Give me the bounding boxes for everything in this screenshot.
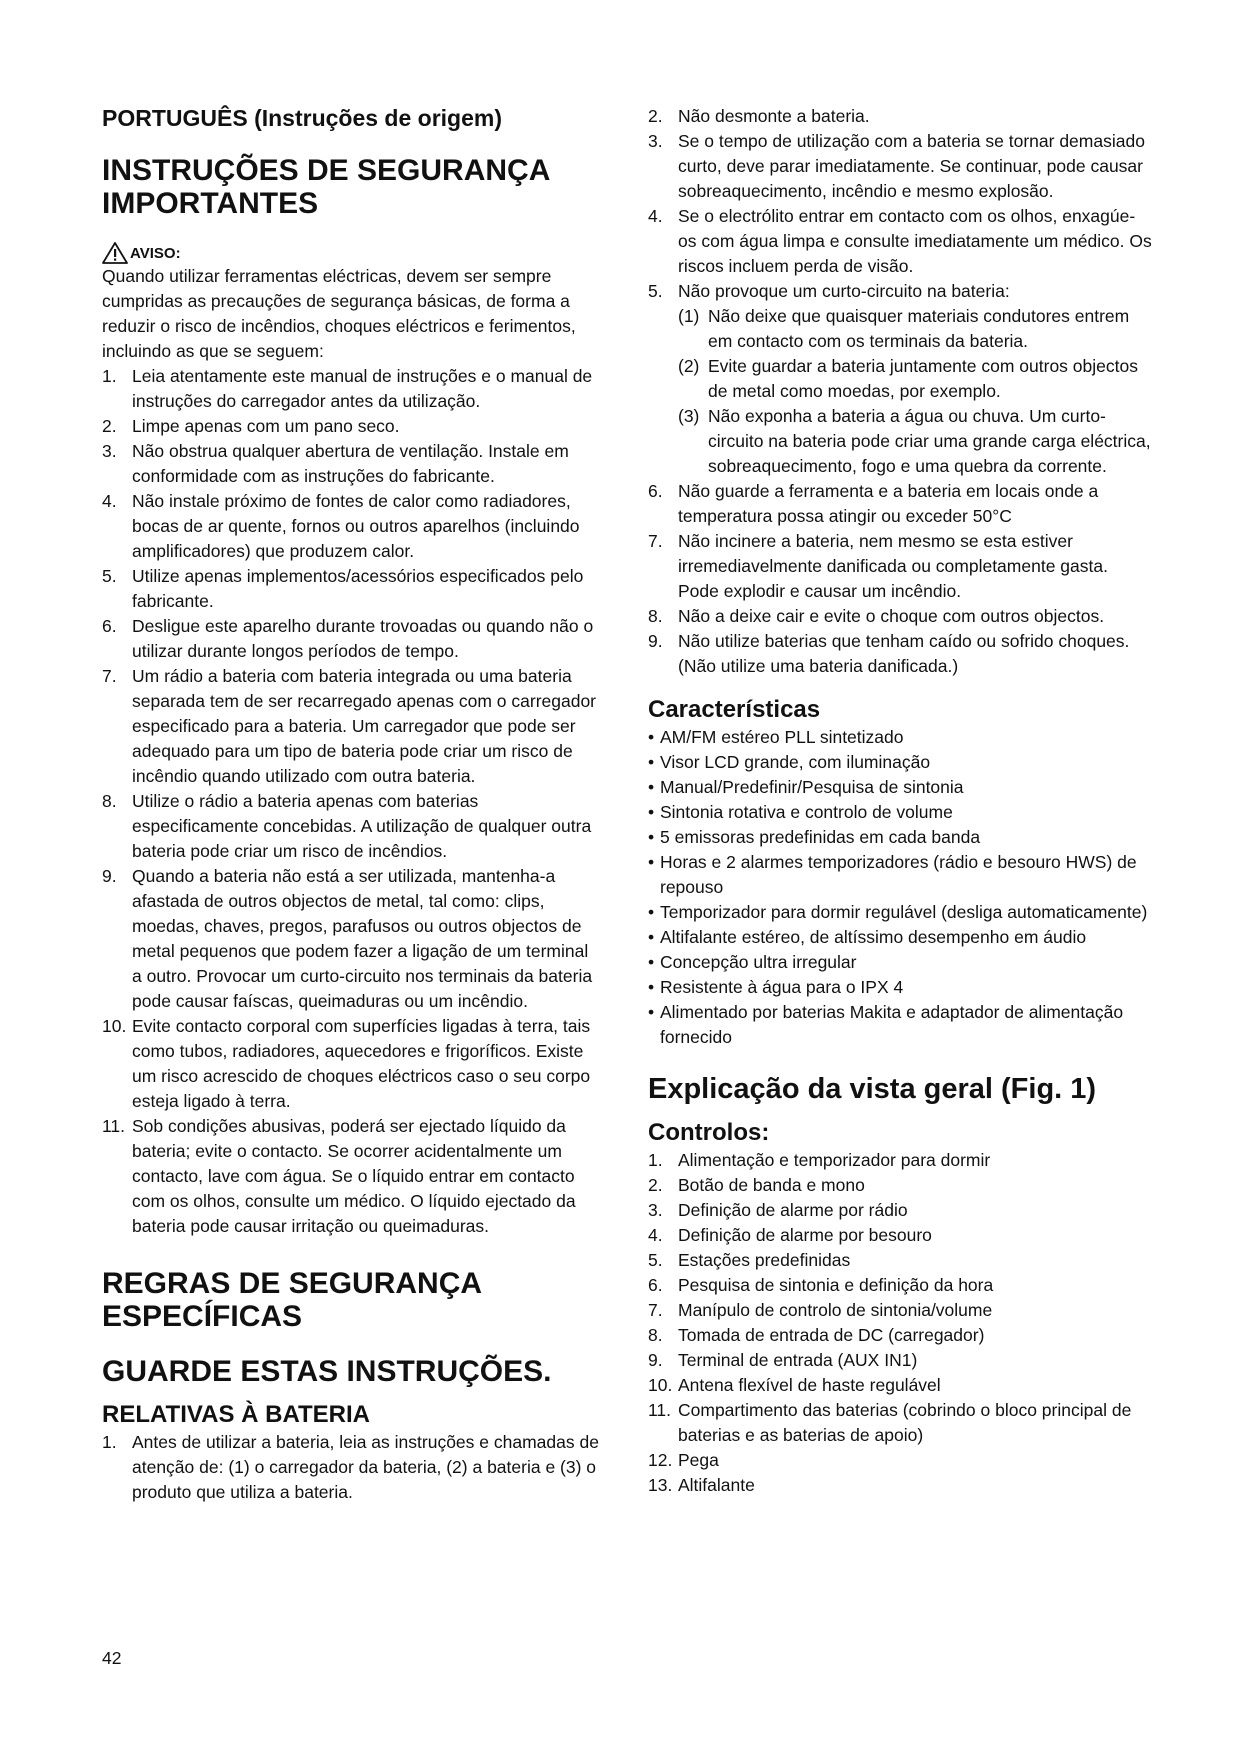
bullet-icon: • xyxy=(648,777,655,797)
list-item-number: 9. xyxy=(648,631,663,651)
list-item xyxy=(648,1373,1153,1398)
list-item xyxy=(648,1198,1153,1223)
list-item-number: 7. xyxy=(648,531,663,551)
list-item-number: 2. xyxy=(102,416,117,436)
list-item xyxy=(102,664,602,789)
battery-heading: RELATIVAS À BATERIA xyxy=(102,1401,370,1428)
feature-text: Sintonia rotativa e controlo de volume xyxy=(660,802,953,822)
bullet-icon: • xyxy=(648,852,655,872)
list-item-text: Não incinere a bateria, nem mesmo se esta estiver irremediavelmente danificada ou completamente gasta. Pode explodir e causar um incêndio. xyxy=(678,531,1108,601)
list-item-number: 13. xyxy=(648,1475,673,1495)
list-item xyxy=(648,1348,1153,1373)
keep-instructions-heading: GUARDE ESTAS INSTRUÇÕES. xyxy=(102,1355,552,1388)
warning-label-row xyxy=(102,242,602,264)
list-item-number: 7. xyxy=(648,1300,663,1320)
list-item-text: Antena flexível de haste regulável xyxy=(678,1375,941,1395)
list-item xyxy=(648,479,1153,529)
battery-list-continued xyxy=(648,104,1153,679)
list-item xyxy=(648,1248,1153,1273)
feature-item xyxy=(648,800,1153,825)
feature-item xyxy=(648,925,1153,950)
list-item xyxy=(648,1473,1153,1498)
overview-heading: Explicação da vista geral (Fig. 1) xyxy=(648,1073,1097,1105)
list-item xyxy=(648,529,1153,604)
list-item-text: Antes de utilizar a bateria, leia as instruções e chamadas de atenção de: (1) o carregador da bateria, (2) a bateria e (3) o produto que utiliza a bateria. xyxy=(132,1432,599,1502)
list-item-text: Leia atentamente este manual de instruções e o manual de instruções do carregador antes da utilização. xyxy=(132,366,593,411)
list-item-text: Se o tempo de utilização com a bateria se tornar demasiado curto, deve parar imediatamente. Se continuar, pode causar sobreaquecimento, incêndio e mesmo explosão. xyxy=(678,131,1145,201)
list-item-text: Se o electrólito entrar em contacto com os olhos, enxagúe-os com água limpa e consulte imediatamente um médico. Os riscos incluem perda de visão. xyxy=(678,206,1152,276)
feature-text: Alimentado por baterias Makita e adaptador de alimentação fornecido xyxy=(660,1002,1124,1047)
list-item-text: Definição de alarme por rádio xyxy=(678,1200,908,1220)
list-item-text: Não provoque um curto-circuito na bateria: xyxy=(678,281,1010,301)
list-item-number: 4. xyxy=(102,491,117,511)
feature-item xyxy=(648,725,1153,750)
list-item-text: Não deixe que quaisquer materiais condutores entrem em contacto com os terminais da bateria. xyxy=(708,306,1130,351)
bullet-icon: • xyxy=(648,752,655,772)
list-item-text: Não obstrua qualquer abertura de ventilação. Instale em conformidade com as instruções do fabricante. xyxy=(132,441,569,486)
list-item-text: Utilize apenas implementos/acessórios especificados pelo fabricante. xyxy=(132,566,584,611)
list-item-text: Não a deixe cair e evite o choque com outros objectos. xyxy=(678,606,1105,626)
list-item xyxy=(648,354,1153,404)
general-safety-list xyxy=(102,364,602,1239)
list-item xyxy=(648,604,1153,629)
list-item-text: Definição de alarme por besouro xyxy=(678,1225,932,1245)
list-item xyxy=(648,1173,1153,1198)
list-item-number: 6. xyxy=(648,481,663,501)
bullet-icon: • xyxy=(648,802,655,822)
bullet-icon: • xyxy=(648,727,655,747)
list-item-number: (3) xyxy=(678,406,700,426)
feature-text: Concepção ultra irregular xyxy=(660,952,857,972)
feature-text: Horas e 2 alarmes temporizadores (rádio e besouro HWS) de repouso xyxy=(660,852,1137,897)
feature-item xyxy=(648,1000,1153,1050)
list-item xyxy=(648,1148,1153,1173)
list-item-number: 9. xyxy=(648,1350,663,1370)
list-item-number: 10. xyxy=(102,1016,127,1036)
list-item-number: 8. xyxy=(648,1325,663,1345)
list-item-text: Limpe apenas com um pano seco. xyxy=(132,416,400,436)
list-item xyxy=(648,279,1153,304)
list-item-text: Pega xyxy=(678,1450,719,1470)
list-item-number: 8. xyxy=(102,791,117,811)
controls-list xyxy=(648,1148,1153,1498)
feature-text: Manual/Predefinir/Pesquisa de sintonia xyxy=(660,777,964,797)
feature-text: AM/FM estéreo PLL sintetizado xyxy=(660,727,904,747)
list-item-text: Alimentação e temporizador para dormir xyxy=(678,1150,991,1170)
list-item-text: Não guarde a ferramenta e a bateria em locais onde a temperatura possa atingir ou exceder 50°C xyxy=(678,481,1099,526)
feature-text: Temporizador para dormir regulável (desliga automaticamente) xyxy=(660,902,1148,922)
list-item-number: 3. xyxy=(648,1200,663,1220)
list-item xyxy=(102,864,602,1014)
feature-item xyxy=(648,850,1153,900)
bullet-icon: • xyxy=(648,1002,655,1022)
list-item xyxy=(648,129,1153,204)
specific-rules-heading xyxy=(102,1267,602,1333)
list-item xyxy=(102,414,602,439)
list-item xyxy=(648,204,1153,279)
list-item-text: Não utilize baterias que tenham caído ou sofrido choques. (Não utilize uma bateria danificada.) xyxy=(678,631,1130,676)
list-item-text: Não instale próximo de fontes de calor como radiadores, bocas de ar quente, fornos ou outros aparelhos (incluindo amplificadores) que produzem calor. xyxy=(132,491,580,561)
list-item-text: Sob condições abusivas, poderá ser ejectado líquido da bateria; evite o contacto. Se ocorrer acidentalmente um contacto, lave com água. Se o líquido entrar em contacto com os olhos, consulte um médico. O líquido ejectado da bateria pode causar irritação ou queimaduras. xyxy=(132,1116,576,1236)
list-item xyxy=(648,1398,1153,1448)
list-item xyxy=(648,404,1153,479)
bullet-icon: • xyxy=(648,927,655,947)
list-item xyxy=(102,789,602,864)
list-item-number: 5. xyxy=(648,281,663,301)
bullet-icon: • xyxy=(648,952,655,972)
page-number: 42 xyxy=(102,1648,122,1668)
specific-rules-line1: REGRAS DE SEGURANÇA xyxy=(102,1267,483,1300)
list-item xyxy=(102,1014,602,1114)
list-item-number: (1) xyxy=(678,306,700,326)
list-item-text: Terminal de entrada (AUX IN1) xyxy=(678,1350,918,1370)
list-item-number: 6. xyxy=(648,1275,663,1295)
list-item xyxy=(648,1323,1153,1348)
list-item-number: 9. xyxy=(102,866,117,886)
list-item-number: 2. xyxy=(648,106,663,126)
feature-item xyxy=(648,775,1153,800)
list-item-number: 2. xyxy=(648,1175,663,1195)
list-item-number: (2) xyxy=(678,356,700,376)
warning-intro: Quando utilizar ferramentas eléctricas, devem ser sempre cumpridas as precauções de segurança básicas, de forma a reduzir o risco de incêndios, choques eléctricos e ferimentos, incluindo as que se seguem: xyxy=(102,266,576,361)
list-item xyxy=(648,1448,1153,1473)
main-heading xyxy=(102,154,602,220)
list-item-text: Utilize o rádio a bateria apenas com baterias especificamente concebidas. A utilização de qualquer outra bateria pode criar um risco de incêndios. xyxy=(132,791,592,861)
list-item-text: Altifalante xyxy=(678,1475,755,1495)
list-item-text: Evite guardar a bateria juntamente com outros objectos de metal como moedas, por exemplo. xyxy=(708,356,1138,401)
list-item xyxy=(102,614,602,664)
feature-item xyxy=(648,975,1153,1000)
features-heading: Características xyxy=(648,696,821,723)
list-item-number: 3. xyxy=(102,441,117,461)
list-item xyxy=(102,439,602,489)
list-item xyxy=(648,1273,1153,1298)
list-item-number: 10. xyxy=(648,1375,673,1395)
list-item-number: 3. xyxy=(648,131,663,151)
list-item-number: 12. xyxy=(648,1450,673,1470)
list-item xyxy=(648,304,1153,354)
list-item xyxy=(102,364,602,414)
list-item-text: Um rádio a bateria com bateria integrada ou uma bateria separada tem de ser recarregado apenas com o carregador especificado para a bateria. Um carregador que pode ser adequado para um tipo de bateria pode criar um risco de incêndio quando utilizado com outra bateria. xyxy=(132,666,597,786)
list-item-text: Não desmonte a bateria. xyxy=(678,106,870,126)
list-item xyxy=(102,564,602,614)
list-item xyxy=(648,104,1153,129)
warning-label: AVISO: xyxy=(130,244,181,262)
list-item-number: 11. xyxy=(648,1400,672,1420)
list-item xyxy=(102,1114,602,1239)
left-column xyxy=(102,104,602,1505)
feature-item xyxy=(648,750,1153,775)
list-item-number: 7. xyxy=(102,666,117,686)
list-item-number: 1. xyxy=(102,1432,117,1452)
list-item xyxy=(648,1298,1153,1323)
main-heading-line2: IMPORTANTES xyxy=(102,187,319,220)
feature-item xyxy=(648,950,1153,975)
feature-item xyxy=(648,900,1153,925)
list-item-text: Tomada de entrada de DC (carregador) xyxy=(678,1325,985,1345)
list-item-text: Desligue este aparelho durante trovoadas ou quando não o utilizar durante longos períodos de tempo. xyxy=(132,616,594,661)
list-item-number: 4. xyxy=(648,1225,663,1245)
main-heading-line1: INSTRUÇÕES DE SEGURANÇA xyxy=(102,154,551,187)
bullet-icon: • xyxy=(648,977,655,997)
feature-text: Altifalante estéreo, de altíssimo desempenho em áudio xyxy=(660,927,1087,947)
list-item xyxy=(648,1223,1153,1248)
list-item xyxy=(648,629,1153,679)
features-list xyxy=(648,725,1153,1050)
language-title: PORTUGUÊS (Instruções de origem) xyxy=(102,105,503,131)
list-item-number: 4. xyxy=(648,206,663,226)
feature-text: Visor LCD grande, com iluminação xyxy=(660,752,931,772)
list-item-number: 5. xyxy=(102,566,117,586)
list-item-text: Evite contacto corporal com superfícies ligadas à terra, tais como tubos, radiadores, aquecedores e frigoríficos. Existe um risco acrescido de choques eléctricos caso o seu corpo esteja ligado à terra. xyxy=(132,1016,591,1111)
bullet-icon: • xyxy=(648,902,655,922)
list-item-number: 8. xyxy=(648,606,663,626)
specific-rules-line2: ESPECÍFICAS xyxy=(102,1300,303,1333)
feature-item xyxy=(648,825,1153,850)
right-column xyxy=(648,104,1153,1498)
list-item-number: 1. xyxy=(102,366,117,386)
list-item-text: Manípulo de controlo de sintonia/volume xyxy=(678,1300,993,1320)
list-item-number: 1. xyxy=(648,1150,663,1170)
feature-text: 5 emissoras predefinidas em cada banda xyxy=(660,827,981,847)
list-item-text: Pesquisa de sintonia e definição da hora xyxy=(678,1275,994,1295)
feature-text: Resistente à água para o IPX 4 xyxy=(660,977,904,997)
list-item-number: 6. xyxy=(102,616,117,636)
list-item-text: Botão de banda e mono xyxy=(678,1175,865,1195)
list-item-text: Estações predefinidas xyxy=(678,1250,851,1270)
battery-list-start xyxy=(102,1430,602,1505)
list-item xyxy=(102,1430,602,1505)
controls-heading: Controlos: xyxy=(648,1119,770,1146)
warning-triangle-icon xyxy=(102,242,128,264)
list-item-text: Não exponha a bateria a água ou chuva. Um curto-circuito na bateria pode criar uma grande carga eléctrica, sobreaquecimento, fogo e uma quebra da corrente. xyxy=(708,406,1151,476)
list-item-number: 5. xyxy=(648,1250,663,1270)
list-item-text: Compartimento das baterias (cobrindo o bloco principal de baterias e as baterias de apoio) xyxy=(678,1400,1132,1445)
bullet-icon: • xyxy=(648,827,655,847)
list-item xyxy=(102,489,602,564)
list-item-number: 11. xyxy=(102,1116,126,1136)
list-item-text: Quando a bateria não está a ser utilizada, mantenha-a afastada de outros objectos de metal, tal como: clips, moedas, chaves, pregos, parafusos ou outros objectos de metal pequenos que podem fazer a ligação de um terminal a outro. Provocar um curto-circuito nos terminais da bateria pode causar faíscas, queimaduras ou um incêndio. xyxy=(132,866,593,1011)
